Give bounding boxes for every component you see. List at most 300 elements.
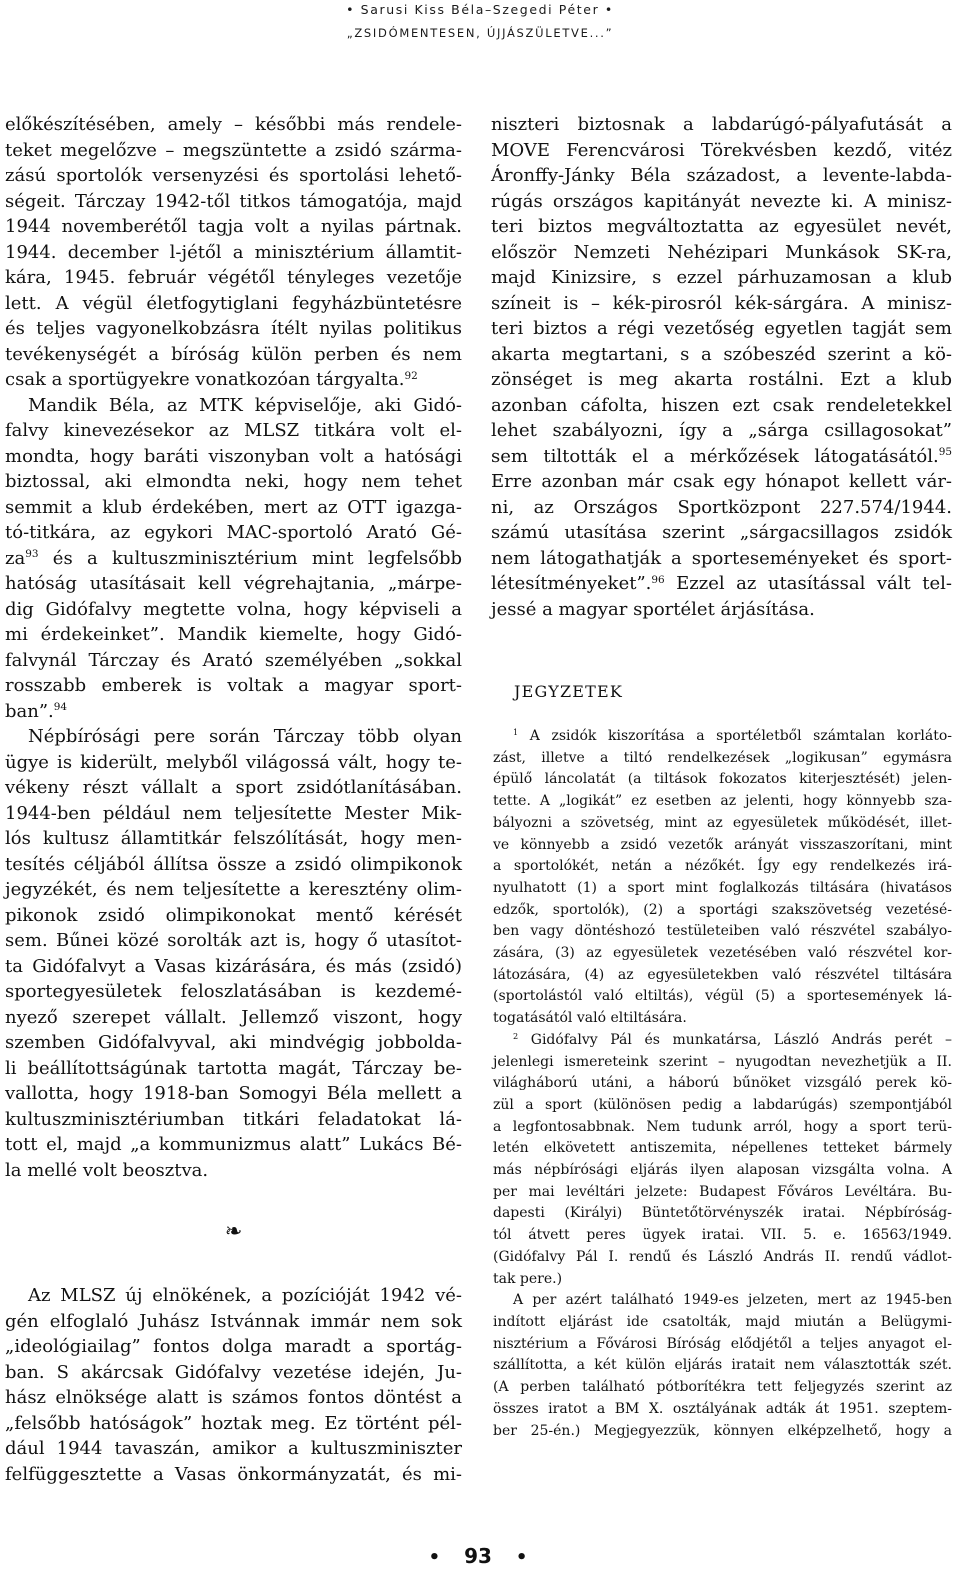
body-line-text [491, 318, 952, 339]
body-line-text [5, 446, 462, 467]
notes-heading: JEGYZETEK [514, 682, 624, 701]
body-line-text [5, 216, 462, 237]
text-run: színeit is – kék-pirosról kék-sárgára. A minisz- [491, 292, 952, 314]
body-line-text [491, 471, 952, 492]
note-line-text [493, 1162, 952, 1178]
text-run: ségeit. Tárczay 1942-től titkos támogatója, majd [5, 190, 462, 212]
text-run: nem látogathatják a sporteseményeket és sport- [491, 547, 952, 569]
text-run: rosszabb emberek is voltak a magyar sport- [5, 675, 462, 696]
body-line [5, 979, 462, 1005]
text-run: 1944. december l-jétől a minisztérium államtit- [5, 241, 462, 263]
text-run: zást, illetve a tiltó rendelkezések „logikusan” egymásra [493, 749, 952, 766]
body-line-text [5, 1058, 462, 1079]
text-run: semmit a klub érdekében, mert az OTT igazga- [5, 496, 462, 518]
text-run: létesítményeket”. [491, 573, 652, 594]
body-line-text [5, 1362, 462, 1383]
body-line-text [5, 522, 462, 543]
text-run: falvy kinevezésekor az MLSZ titkára volt el- [5, 420, 462, 441]
note-line-text [493, 1249, 952, 1265]
body-line-text [5, 1387, 462, 1408]
note-line [493, 1030, 952, 1052]
body-line [491, 316, 952, 342]
text-run: jessé a magyar sportélet árjásítása. [491, 598, 815, 620]
text-run: először Nemzeti Nehézipari Munkások SK-ra, [491, 241, 952, 263]
note-line [493, 1182, 952, 1204]
body-line [5, 903, 462, 929]
body-line-text [5, 1464, 462, 1485]
note-line [493, 965, 952, 987]
body-line [5, 571, 462, 597]
body-line-text [5, 293, 462, 314]
note-line-text [493, 858, 952, 874]
body-line-text [28, 726, 462, 747]
text-run: „felsőbb hatóságok” hoztak meg. Ez történt pél- [5, 1412, 462, 1434]
text-run: kára, 1945. február végétől tényleges vezetője [5, 267, 462, 288]
body-line-text [491, 267, 952, 288]
footer-bullet-left: • [428, 1547, 441, 1568]
text-run: zönséget is meg akarta rostálni. Ezt a klub [491, 369, 952, 390]
note-line-text [513, 728, 952, 744]
note-line-text [493, 902, 952, 918]
text-run: tól átvett peres ügyek iratai. VII. 5. e. 16563/1949. [493, 1227, 952, 1244]
note-line-text [493, 815, 952, 831]
text-run: szemben Gidófalvyval, aki mindvégig jobbolda- [5, 1032, 462, 1053]
body-line-text [491, 191, 952, 212]
body-line [5, 928, 462, 954]
note-line-text [493, 923, 952, 939]
text-run: Gidófalvy Pál és munkatársa, László András perét – [518, 1031, 952, 1048]
body-line-text [5, 267, 462, 288]
body-line-text [5, 624, 462, 645]
text-run: tak pere.) [493, 1270, 563, 1287]
note-line-text [513, 1292, 952, 1308]
body-line [5, 1005, 462, 1031]
body-line-text [491, 522, 952, 543]
body-line-text [491, 114, 952, 135]
body-line [5, 1411, 462, 1437]
text-run: a sportolókét, netán a nézőkét. Így egy rendelkezés irá- [493, 858, 952, 875]
body-line [491, 189, 952, 215]
body-line [5, 265, 462, 291]
body-line [5, 316, 462, 342]
text-run: sportegyesületek feloszlatásában is kezdemé- [5, 981, 462, 1002]
page-number: 93 [464, 1544, 492, 1568]
body-line-text [491, 599, 815, 620]
note-line [493, 878, 952, 900]
text-run: dig Gidófalvy megtette volna, hogy képviseli a [5, 598, 462, 620]
section-break-ornament: ❧ [224, 1219, 243, 1243]
note-line [493, 1290, 952, 1312]
body-line-text [491, 497, 952, 518]
body-line-text [491, 573, 952, 594]
note-line [493, 1225, 952, 1247]
footnote-reference: 92 [404, 369, 418, 382]
body-line-text [28, 395, 462, 416]
text-run: li beállítottságúnak tartotta magát, Tárczay be- [5, 1057, 462, 1079]
body-line [5, 1360, 462, 1386]
body-line-text [5, 369, 418, 390]
note-line-text [493, 1184, 952, 1200]
note-line-text [493, 1271, 562, 1287]
note-line [493, 1160, 952, 1182]
note-line-text [493, 771, 952, 787]
body-line-text [491, 140, 952, 161]
body-line [5, 444, 462, 470]
note-line-text [493, 1140, 952, 1156]
note-line [493, 1269, 952, 1291]
text-run: zül a sport (különösen pedig a labdarúgás) szempontjából [493, 1096, 952, 1113]
text-run: Mandik Béla, az MTK képviselője, aki Gidó- [28, 394, 462, 416]
text-run: rúgás országos kapitányát nevezte ki. A minisz- [491, 190, 952, 212]
text-run: ber 25-én.) Megjegyezzük, könnyen elképzelhető, hogy a [493, 1422, 952, 1439]
body-line [491, 520, 952, 546]
text-run: ban”. [5, 700, 54, 722]
text-run: falvynál Tárczay és Arató személyében „sokkal [5, 649, 462, 671]
text-run: majd Kinizsire, s ezzel párhuzamosan a klub [491, 267, 952, 288]
text-run: zású sportolók versenyzési és sportolási lehető- [5, 165, 462, 186]
text-run: nisztérium a Fővárosi Bíróság elődjétől a teljes anyagot el- [493, 1335, 952, 1352]
text-run: biztossal, aki elmondta neki, hogy nem tehet [5, 471, 462, 492]
text-run: azonban cáfolta, hiszen ezt csak rendeletekkel [491, 394, 952, 416]
text-run: zására, (3) az egyesületek vezetésében való részvétel kor- [493, 945, 952, 962]
body-line [5, 1385, 462, 1411]
body-line-text [5, 777, 462, 798]
text-run: dapesti (Királyi) Büntetőtörvényszék iratai. Népbíróság- [493, 1205, 952, 1222]
text-run: Erre azonban már csak egy hónapot kellett vár- [491, 471, 952, 492]
body-line [491, 214, 952, 240]
body-line [491, 444, 952, 470]
note-line [493, 813, 952, 835]
footnote-reference: 1 [513, 726, 519, 737]
text-run: MOVE Ferencvárosi Törekvésben kezdő, vitéz [491, 139, 952, 161]
body-line [5, 112, 462, 138]
text-run: (Gidófalvy Pál I. rendű és László András II. rendű vádlot- [493, 1248, 952, 1265]
body-line [491, 112, 952, 138]
text-run: számú utasítása szerint „sárgacsillagos zsidók [491, 522, 952, 543]
body-line-text [5, 1083, 462, 1104]
text-run: hász elnöksége alatt is számos fontos döntést a [5, 1387, 462, 1408]
text-run: la mellé volt beosztva. [5, 1159, 209, 1181]
body-line [5, 520, 462, 546]
text-run: épülő láncolatát (a tiltások fokozatos kiterjesztését) jelen- [493, 771, 952, 788]
text-run: indított eljárást ide csatolták, majd miután a Belügymi- [493, 1313, 952, 1330]
text-run: (sportolástól való eltiltás), végül (5) a sportesemények lá- [493, 988, 952, 1005]
body-line [491, 265, 952, 291]
text-run: hatóság utasításait kell végrehajtania, „márpe- [5, 573, 462, 594]
body-line [5, 775, 462, 801]
text-run: lett. A végül életfogytiglani fegyházbüntetésre [5, 292, 462, 314]
text-run: ta Gidófalvyt a Vasas kizárására, és más (zsidó) [5, 955, 462, 977]
body-line-text [491, 216, 952, 237]
body-line-text [5, 879, 462, 900]
note-line [493, 1247, 952, 1269]
text-run: gén elfoglaló Juhász Istvánnak immár nem sok [5, 1310, 462, 1332]
body-line [5, 622, 462, 648]
body-line [491, 546, 952, 572]
note-line-text [493, 793, 952, 809]
note-line [493, 726, 952, 748]
text-run: felfüggesztette a Vasas önkormányzatát, és mi- [5, 1463, 462, 1485]
note-line [493, 1008, 952, 1030]
note-line [493, 1377, 952, 1399]
text-run: ban. S akárcsak Gidófalvy vezetése idején, Ju- [5, 1361, 462, 1383]
text-run: nyulhatott (1) a sport mint foglalkozás tiltására (hivatásos [493, 879, 952, 896]
note-line-text [493, 1379, 952, 1395]
note-line-text [493, 1075, 952, 1091]
text-run: látozására, (4) az egyesületekben való részvétel tiltására [493, 966, 952, 983]
body-line [5, 1158, 462, 1184]
note-line [493, 1117, 952, 1139]
footnote-reference: 96 [651, 573, 665, 586]
text-run: Áronffy-Jánky Béla századost, a levente-labda- [491, 165, 952, 186]
body-line [491, 138, 952, 164]
text-run: teri biztos megváltoztatta az egyesület nevét, [491, 216, 952, 237]
left-column-text-block-1 [5, 112, 462, 1183]
body-line [5, 495, 462, 521]
body-line [5, 1283, 462, 1309]
note-line-text [493, 1314, 952, 1330]
body-line [491, 342, 952, 368]
note-line [493, 835, 952, 857]
note-line-text [493, 1119, 952, 1135]
text-run: per mai levéltári jelzete: Budapest Főváros Levéltára. Bu- [493, 1183, 952, 1200]
body-line [5, 801, 462, 827]
note-line [493, 1334, 952, 1356]
text-run: csak a sportügyekre vonatkozóan tárgyalta. [5, 369, 405, 390]
body-line-text [5, 497, 462, 518]
body-line-text [491, 420, 952, 441]
note-line [493, 1355, 952, 1377]
note-line [493, 769, 952, 791]
body-line-text [5, 930, 462, 951]
running-header-title: „ZSIDÓMENTESEN, ÚJJÁSZÜLETVE...” [346, 26, 614, 40]
body-line [5, 877, 462, 903]
note-line [493, 1138, 952, 1160]
note-line [493, 1399, 952, 1421]
text-run: ni, az Országos Sportközpont 227.574/1944. [491, 496, 952, 518]
body-line [5, 1462, 462, 1488]
body-line-text [5, 1007, 462, 1028]
text-run: togatásától való eltiltására. [493, 1010, 687, 1027]
body-line-text [5, 650, 462, 671]
note-line [493, 921, 952, 943]
body-line [5, 214, 462, 240]
body-line [491, 571, 952, 597]
text-run: sem tiltották el a mérkőzések látogatásától. [491, 445, 939, 467]
note-line [493, 1073, 952, 1095]
note-line [493, 1312, 952, 1334]
body-line [5, 163, 462, 189]
text-run: tó-titkára, az egykori MAC-sportoló Arató Gé- [5, 522, 462, 543]
footnote-reference: 93 [25, 548, 39, 561]
body-line [5, 826, 462, 852]
body-line [5, 469, 462, 495]
body-line [5, 367, 462, 393]
text-run: szállította, a két külön eljárás iratait nem választották szét. [493, 1357, 952, 1374]
text-run: niszteri biztosnak a labdarúgó-pályafutását a [491, 114, 952, 135]
text-run: dául 1944 tavaszán, amikor a kultuszminiszter [5, 1438, 462, 1459]
body-line [5, 1107, 462, 1133]
text-run: 1944 novemberétől tagja volt a nyilas pártnak. [5, 216, 462, 237]
body-line-text [491, 446, 952, 467]
text-run: lós kultusz államtitkár felszólítását, hogy men- [5, 828, 462, 849]
text-run: vallotta, hogy 1918-ban Somogyi Béla mellett a [5, 1083, 462, 1104]
body-line-text [5, 675, 462, 696]
body-line-text [5, 1311, 462, 1332]
body-line [491, 418, 952, 444]
left-column-text-block-2 [5, 1283, 462, 1487]
text-run: teri biztos a régi vezetőség egyetlen tagját sem [491, 318, 952, 339]
text-run: Népbírósági pere során Tárczay több olyan [28, 726, 462, 747]
text-run: ben vagy döntéshozó testületeiben való részvétel szabályo- [493, 923, 952, 940]
body-line-text [5, 981, 462, 1002]
body-line-text [491, 369, 952, 390]
text-run: világháború utáni, a háború bűnöket vizsgáló perek kö- [493, 1075, 952, 1092]
body-line-text [491, 293, 952, 314]
body-line-text [5, 191, 462, 212]
body-line [491, 495, 952, 521]
text-run: mondta, hogy baráti viszonyban volt a hatósági [5, 445, 462, 467]
note-line-text [493, 967, 952, 983]
text-run: za [5, 547, 26, 569]
body-line [491, 393, 952, 419]
body-line [5, 1056, 462, 1082]
text-run: más népbírósági eljárás ilyen alaposan vizsgálta volna. A [493, 1162, 952, 1179]
text-run: a legfontosabbnak. Nem tudunk arról, hogy a sport terü- [493, 1118, 952, 1135]
body-line-text [5, 1134, 462, 1155]
body-line [491, 597, 952, 623]
text-run: és teljes vagyonelkobzásra ítélt nyilas politikus [5, 318, 462, 339]
body-line-text [5, 752, 462, 773]
note-line-text [493, 1010, 687, 1026]
body-line-text [5, 1160, 208, 1181]
note-line [493, 1052, 952, 1074]
body-line [5, 750, 462, 776]
note-line [493, 1095, 952, 1117]
body-line [491, 469, 952, 495]
footer-bullet-right: • [515, 1547, 528, 1568]
body-line [491, 240, 952, 266]
body-line [5, 291, 462, 317]
text-run: tott el, majd „a kommunizmus alatt” Lukács Bé- [5, 1134, 462, 1155]
note-line [493, 856, 952, 878]
text-run: jegyzékét, és nem teljesítette a keresztény olim- [5, 879, 462, 900]
note-line-text [493, 1336, 952, 1352]
text-run: lehet szabályozni, így a „sárga csillagosokat” [491, 420, 952, 441]
text-run: bályozni a szövetség, mint az egyesületek működését, illet- [493, 814, 952, 831]
body-line-text [5, 854, 462, 875]
running-header-authors: • Sarusi Kiss Béla–Szegedi Péter • [346, 2, 614, 17]
text-run: teket megelőzve – megszüntette a zsidó szárma- [5, 139, 462, 161]
body-line [5, 724, 462, 750]
text-run: akarta megtartani, s a szóbeszéd szerint a kö- [491, 343, 952, 365]
body-line-text [5, 114, 462, 135]
page-footer [0, 1544, 956, 1570]
text-run: tette. A „logikát” ez esetben az jelenti, hogy könnyebb sza- [493, 793, 952, 810]
body-line [5, 342, 462, 368]
body-line-text [5, 599, 462, 620]
body-line [491, 163, 952, 189]
footnote-reference: 95 [938, 446, 952, 459]
text-run: 1944-ben például nem teljesítette Mester Mik- [5, 802, 462, 824]
note-line [493, 1421, 952, 1443]
body-line [5, 1436, 462, 1462]
note-line-text [493, 1054, 952, 1070]
note-line [493, 748, 952, 770]
body-line-text [5, 1109, 462, 1130]
text-run: kultuszminisztériumban titkári feladatokat lá- [5, 1108, 462, 1130]
body-line-text [5, 803, 462, 824]
body-line-text [5, 344, 462, 365]
body-line-text [5, 701, 67, 722]
footnotes-block [493, 726, 952, 1442]
body-line-text [5, 318, 462, 339]
text-run: edzők, sportolók), (2) a sportági szakszövetség vezetésé- [493, 901, 952, 918]
note-line [493, 900, 952, 922]
footnote-reference: 94 [53, 701, 68, 714]
text-run: „ideológiailag” fontos dolga maradt a sportág- [5, 1336, 462, 1357]
text-run: pikonok zsidó olimpikonokat mentő kérését [5, 904, 462, 926]
body-line-text [5, 1336, 462, 1357]
note-line-text [493, 837, 952, 853]
body-line-text [5, 828, 462, 849]
note-line-text [493, 1227, 952, 1243]
text-run: és a kultuszminisztérium mint legfelsőbb [38, 547, 462, 569]
text-run: A zsidók kiszorítása a sportéletből számtalan korláto- [518, 728, 952, 744]
body-line [5, 546, 462, 572]
body-line-text [491, 395, 952, 416]
note-line-text [493, 750, 952, 766]
note-line-text [493, 880, 952, 896]
body-line-text [491, 548, 952, 569]
text-run: jelenlegi ismereteink szerint – nyugodtan nevezhetjük a II. [493, 1053, 952, 1070]
text-run: tesítés céljából állítsa össze a zsidó olimpikonok [5, 853, 462, 875]
text-run: sem. Bűnei közé sorolták azt is, hogy ő utasítot- [5, 930, 462, 951]
body-line [5, 1334, 462, 1360]
note-line-text [493, 1423, 952, 1439]
body-line [5, 852, 462, 878]
body-line [5, 1030, 462, 1056]
body-line-text [5, 956, 462, 977]
note-line-text [493, 988, 952, 1004]
body-line-text [491, 165, 952, 186]
body-line [5, 648, 462, 674]
note-line [493, 986, 952, 1008]
body-line [491, 291, 952, 317]
note-line [493, 943, 952, 965]
body-line-text [5, 1032, 462, 1053]
text-run: A per azért található 1949-es jelzeten, mert az 1945-ben [513, 1292, 952, 1309]
right-column-text-block [491, 112, 952, 622]
body-line [5, 138, 462, 164]
body-line [5, 1132, 462, 1158]
body-line-text [5, 140, 462, 161]
text-run: Az MLSZ új elnökének, a pozícióját 1942 vé- [28, 1285, 462, 1306]
text-run: mi érdekeinket”. Mandik kiemelte, hogy Gidó- [5, 624, 462, 645]
body-line-text [491, 242, 952, 263]
body-line-text [5, 1413, 462, 1434]
text-run: ve könnyebb a zsidó vezetők arányát visszaszorítani, mint [493, 836, 952, 853]
body-line-text [5, 1438, 462, 1459]
footnote-reference: 2 [513, 1030, 519, 1041]
body-line-text [5, 165, 462, 186]
note-line [493, 791, 952, 813]
text-run: letén elkövetett antiszemita, népellenes tetteket bármely [493, 1140, 952, 1157]
body-line [5, 1309, 462, 1335]
body-line-text [5, 242, 462, 263]
note-line-text [493, 1097, 952, 1113]
body-line [5, 673, 462, 699]
